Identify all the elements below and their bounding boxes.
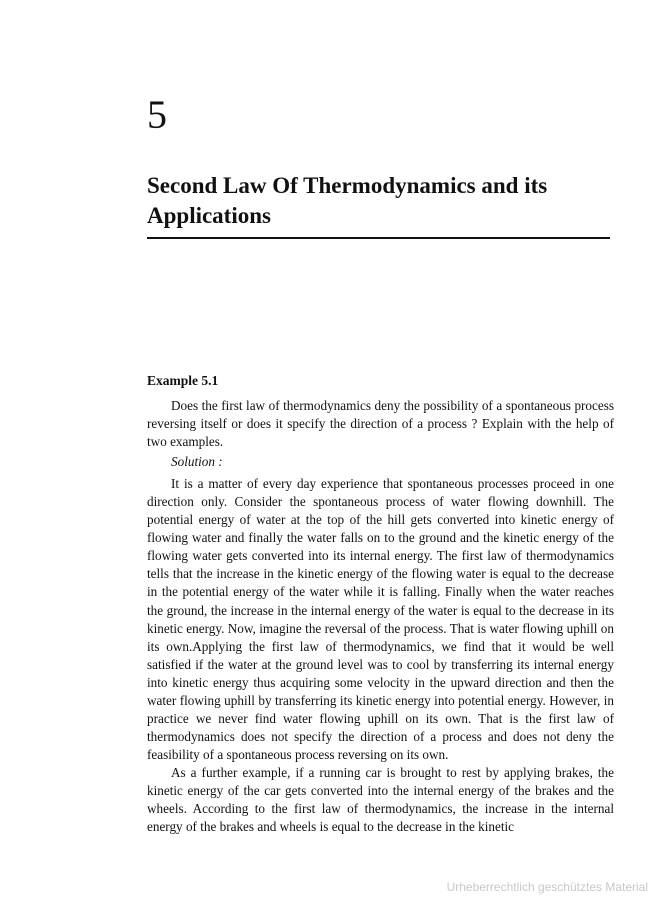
title-divider	[147, 237, 610, 239]
solution-label: Solution :	[171, 454, 223, 470]
chapter-title: Second Law Of Thermodynamics and its Applications	[147, 173, 548, 228]
example-section	[147, 372, 614, 836]
chapter-number: 5	[147, 92, 167, 137]
example-heading: Example 5.1	[147, 373, 219, 388]
solution-paragraph-1: It is a matter of every day experience that spontaneous processes proceed in one direction only. Consider the spontaneous process of water flowing downhill. The potential energy of water at the top of the hill gets converted into kinetic energy of flowing water and finally the water falls on to the ground and the kinetic energy of the flowing water gets converted into its internal energy. The first law of thermodynamics tells that the increase in the kinetic energy of the flowing water is equal to the decrease in the potential energy of the water while it is falling. Finally when the water reaches the ground, the increase in the internal energy of the water is equal to the decrease in its kinetic energy. Now, imagine the reversal of the process. That is water flowing uphill on its own.Applying the first law of thermodynamics, we find that it would be well satisfied if the water at the ground level was to cool by transferring its internal energy into kinetic energy thus acquiring some velocity in the upward direction and then the water flowing uphill by transferring its kinetic energy into potential energy. However, in practice we never find water flowing uphill on its own. That is the first law of thermodynamics does not specify the direction of a process and does not deny the feasibility of a spontaneous process reversing on its own.	[147, 476, 614, 762]
example-question: Does the first law of thermodynamics deny the possibility of a spontaneous process reversing itself or does it specify the direction of a process ? Explain with the help of two examples.	[147, 398, 614, 450]
copyright-watermark: Urheberrechtlich geschütztes Material	[446, 880, 648, 894]
solution-paragraph-2: As a further example, if a running car is brought to rest by applying brakes, the kinetic energy of the car gets converted into the internal energy of the brakes and the wheels. According to the first law of thermodynamics, the increase in the internal energy of the brakes and wheels is equal to the decrease in the kinetic	[147, 764, 614, 835]
